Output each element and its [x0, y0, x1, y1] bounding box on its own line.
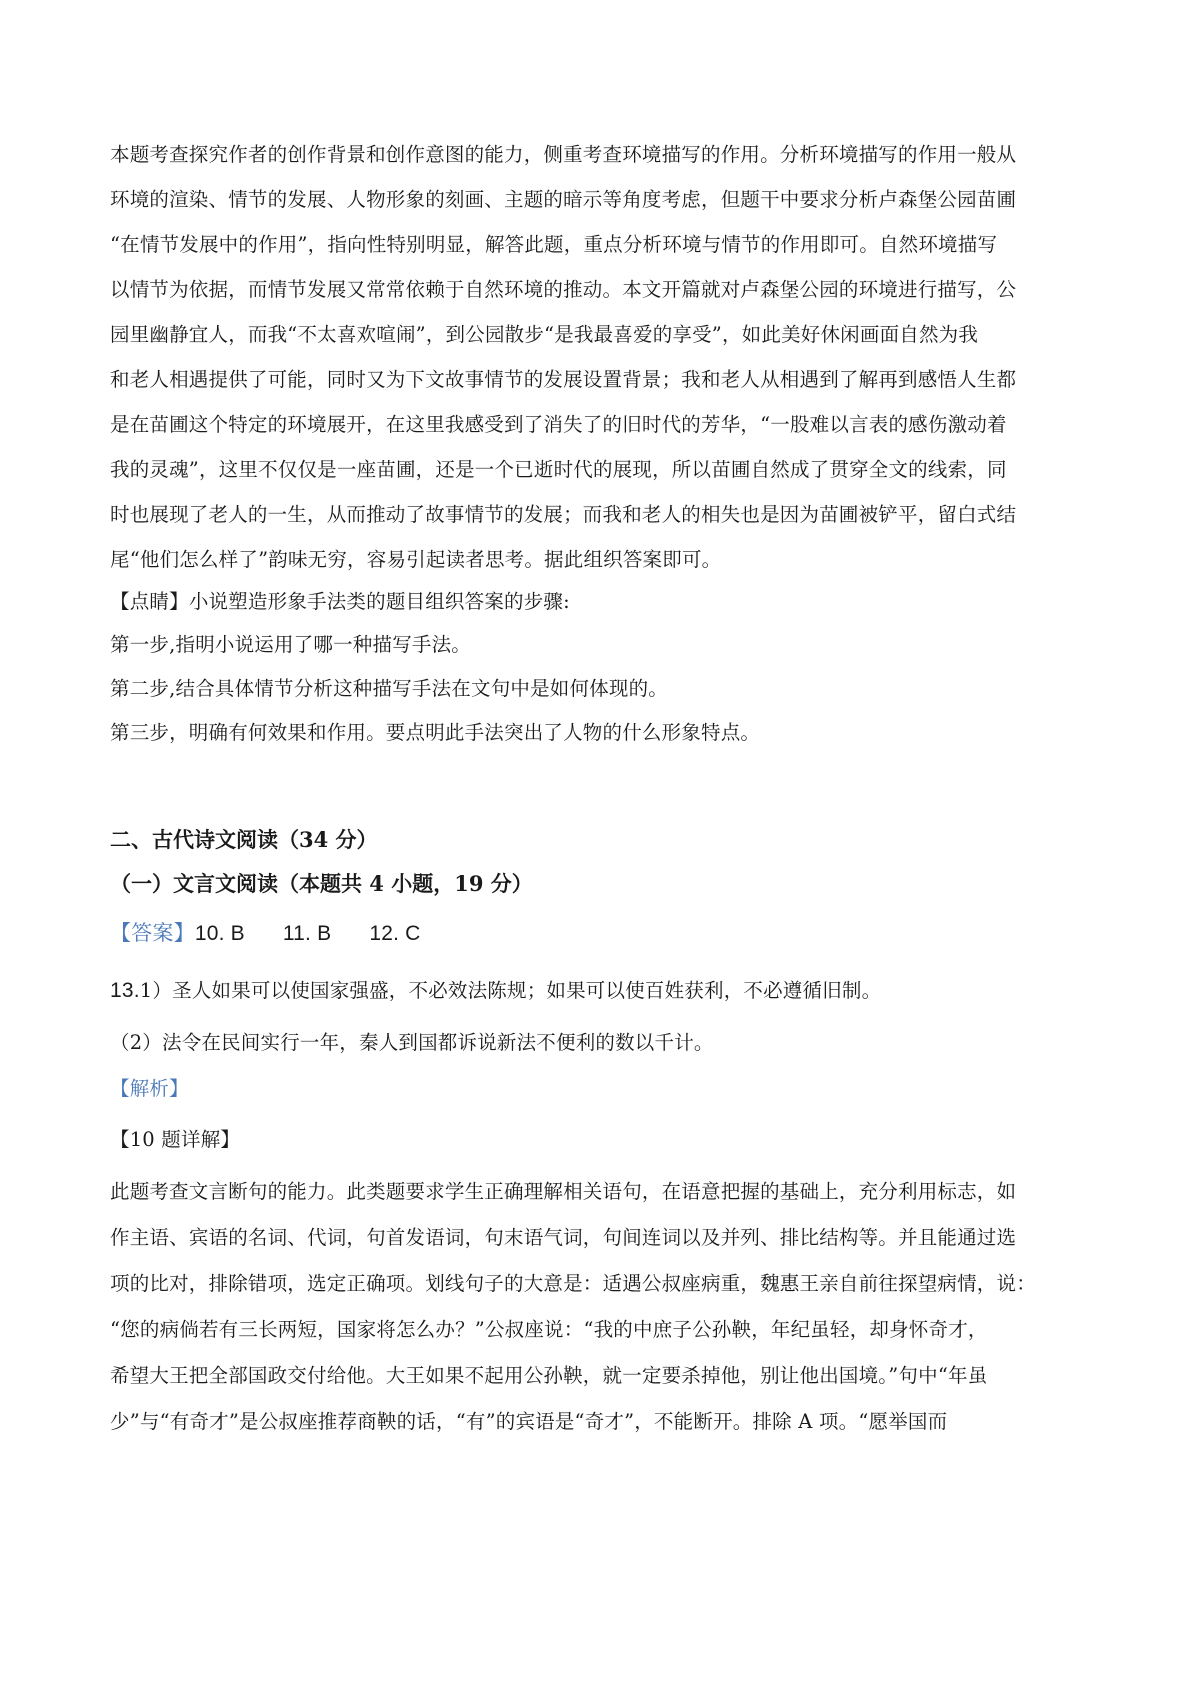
analysis-line-8: 我的灵魂”，这里不仅仅是一座苗圃，还是一个已逝时代的展现，所以苗圃自然成了贯穿全文的线索，同	[110, 458, 1007, 481]
analysis-label: 【解析】	[110, 1077, 189, 1100]
step-1: 第一步,指明小说运用了哪一种描写手法。	[110, 633, 471, 656]
tip-label: 【点睛】	[110, 590, 189, 613]
answer-11: 11. B	[282, 922, 332, 945]
detail-line-1: 此题考查文言断句的能力。此类题要求学生正确理解相关语句，在语意把握的基础上，充分利用标志，如	[110, 1180, 1017, 1203]
analysis-line-6: 和老人相遇提供了可能，同时又为下文故事情节的发展设置背景；我和老人从相遇到了解再到感悟人生都	[110, 368, 1017, 391]
section-heading: 二、古代诗文阅读（34 分）	[110, 827, 378, 852]
analysis-line-9: 时也展现了老人的一生，从而推动了故事情节的发展；而我和老人的相失也是因为苗圃被铲平，留白式结	[110, 503, 1017, 526]
detail-line-4: “您的病倘若有三长两短，国家将怎么办？”公叔座说：“我的中庶子公孙鞅，年纪虽轻，却身怀奇才，	[110, 1318, 988, 1341]
analysis-line-3: “在情节发展中的作用”，指向性特别明显，解答此题，重点分析环境与情节的作用即可。自然环境描写	[110, 233, 998, 256]
step-2: 第二步,结合具体情节分析这种描写手法在文句中是如何体现的。	[110, 677, 668, 700]
answer-label: 【答案】	[110, 921, 195, 945]
step-3: 第三步，明确有何效果和作用。要点明此手法突出了人物的什么形象特点。	[110, 721, 761, 744]
detail-line-2: 作主语、宾语的名词、代词，句首发语词，句末语气词，句间连词以及并列、排比结构等。并且能通过选	[110, 1226, 1017, 1249]
detail-label: 【10 题详解】	[110, 1128, 241, 1151]
analysis-line-4: 以情节为依据，而情节发展又常常依赖于自然环境的推动。本文开篇就对卢森堡公园的环境进行描写，公	[110, 278, 1017, 301]
analysis-line-5: 园里幽静宜人，而我“不太喜欢喧闹”，到公园散步“是我最喜爱的享受”，如此美好休闲画面自然为我	[110, 323, 979, 346]
tip-paragraph	[110, 590, 1100, 614]
answer-12: 12. C	[369, 922, 421, 945]
analysis-line-1: 本题考查探究作者的创作背景和创作意图的能力，侧重考查环境描写的作用。分析环境描写的作用一般从	[110, 143, 1017, 166]
detail-line-5: 希望大王把全部国政交付给他。大王如果不起用公孙鞅，就一定要杀掉他，别让他出国境。”句中“年虽	[110, 1364, 988, 1387]
answer-10: 10. B	[194, 922, 245, 945]
analysis-line-2: 环境的渲染、情节的发展、人物形象的刻画、主题的暗示等角度考虑，但题干中要求分析卢森堡公园苗圃	[110, 188, 1017, 211]
analysis-line-10: 尾“他们怎么样了”韵味无穷，容易引起读者思考。据此组织答案即可。	[110, 548, 722, 571]
q13-answer-1: 1）圣人如果可以使国家强盛，不必效法陈规；如果可以使百姓获利，不必遵循旧制。	[139, 979, 882, 1002]
analysis-line-7: 是在苗圃这个特定的环境展开，在这里我感受到了消失了的旧时代的芳华，“一股难以言表的感伤激动着	[110, 413, 1007, 436]
sub-heading: （一）文言文阅读（本题共 4 小题，19 分）	[110, 871, 533, 896]
answer-line	[110, 921, 1100, 946]
tip-text: 小说塑造形象手法类的题目组织答案的步骤:	[188, 590, 570, 613]
q13-line-2: （2）法令在民间实行一年，秦人到国都诉说新法不便利的数以千计。	[110, 1031, 714, 1054]
q13-line-1	[110, 979, 1100, 1003]
q13-number: 13.	[110, 979, 140, 1002]
detail-line-6: 少”与“有奇才”是公叔座推荐商鞅的话，“有”的宾语是“奇才”，不能断开。排除 A 项。“愿举国而	[110, 1410, 948, 1433]
detail-line-3: 项的比对，排除错项，选定正确项。划线句子的大意是：适遇公叔座病重，魏惠王亲自前往探望病情，说：	[110, 1272, 1036, 1295]
